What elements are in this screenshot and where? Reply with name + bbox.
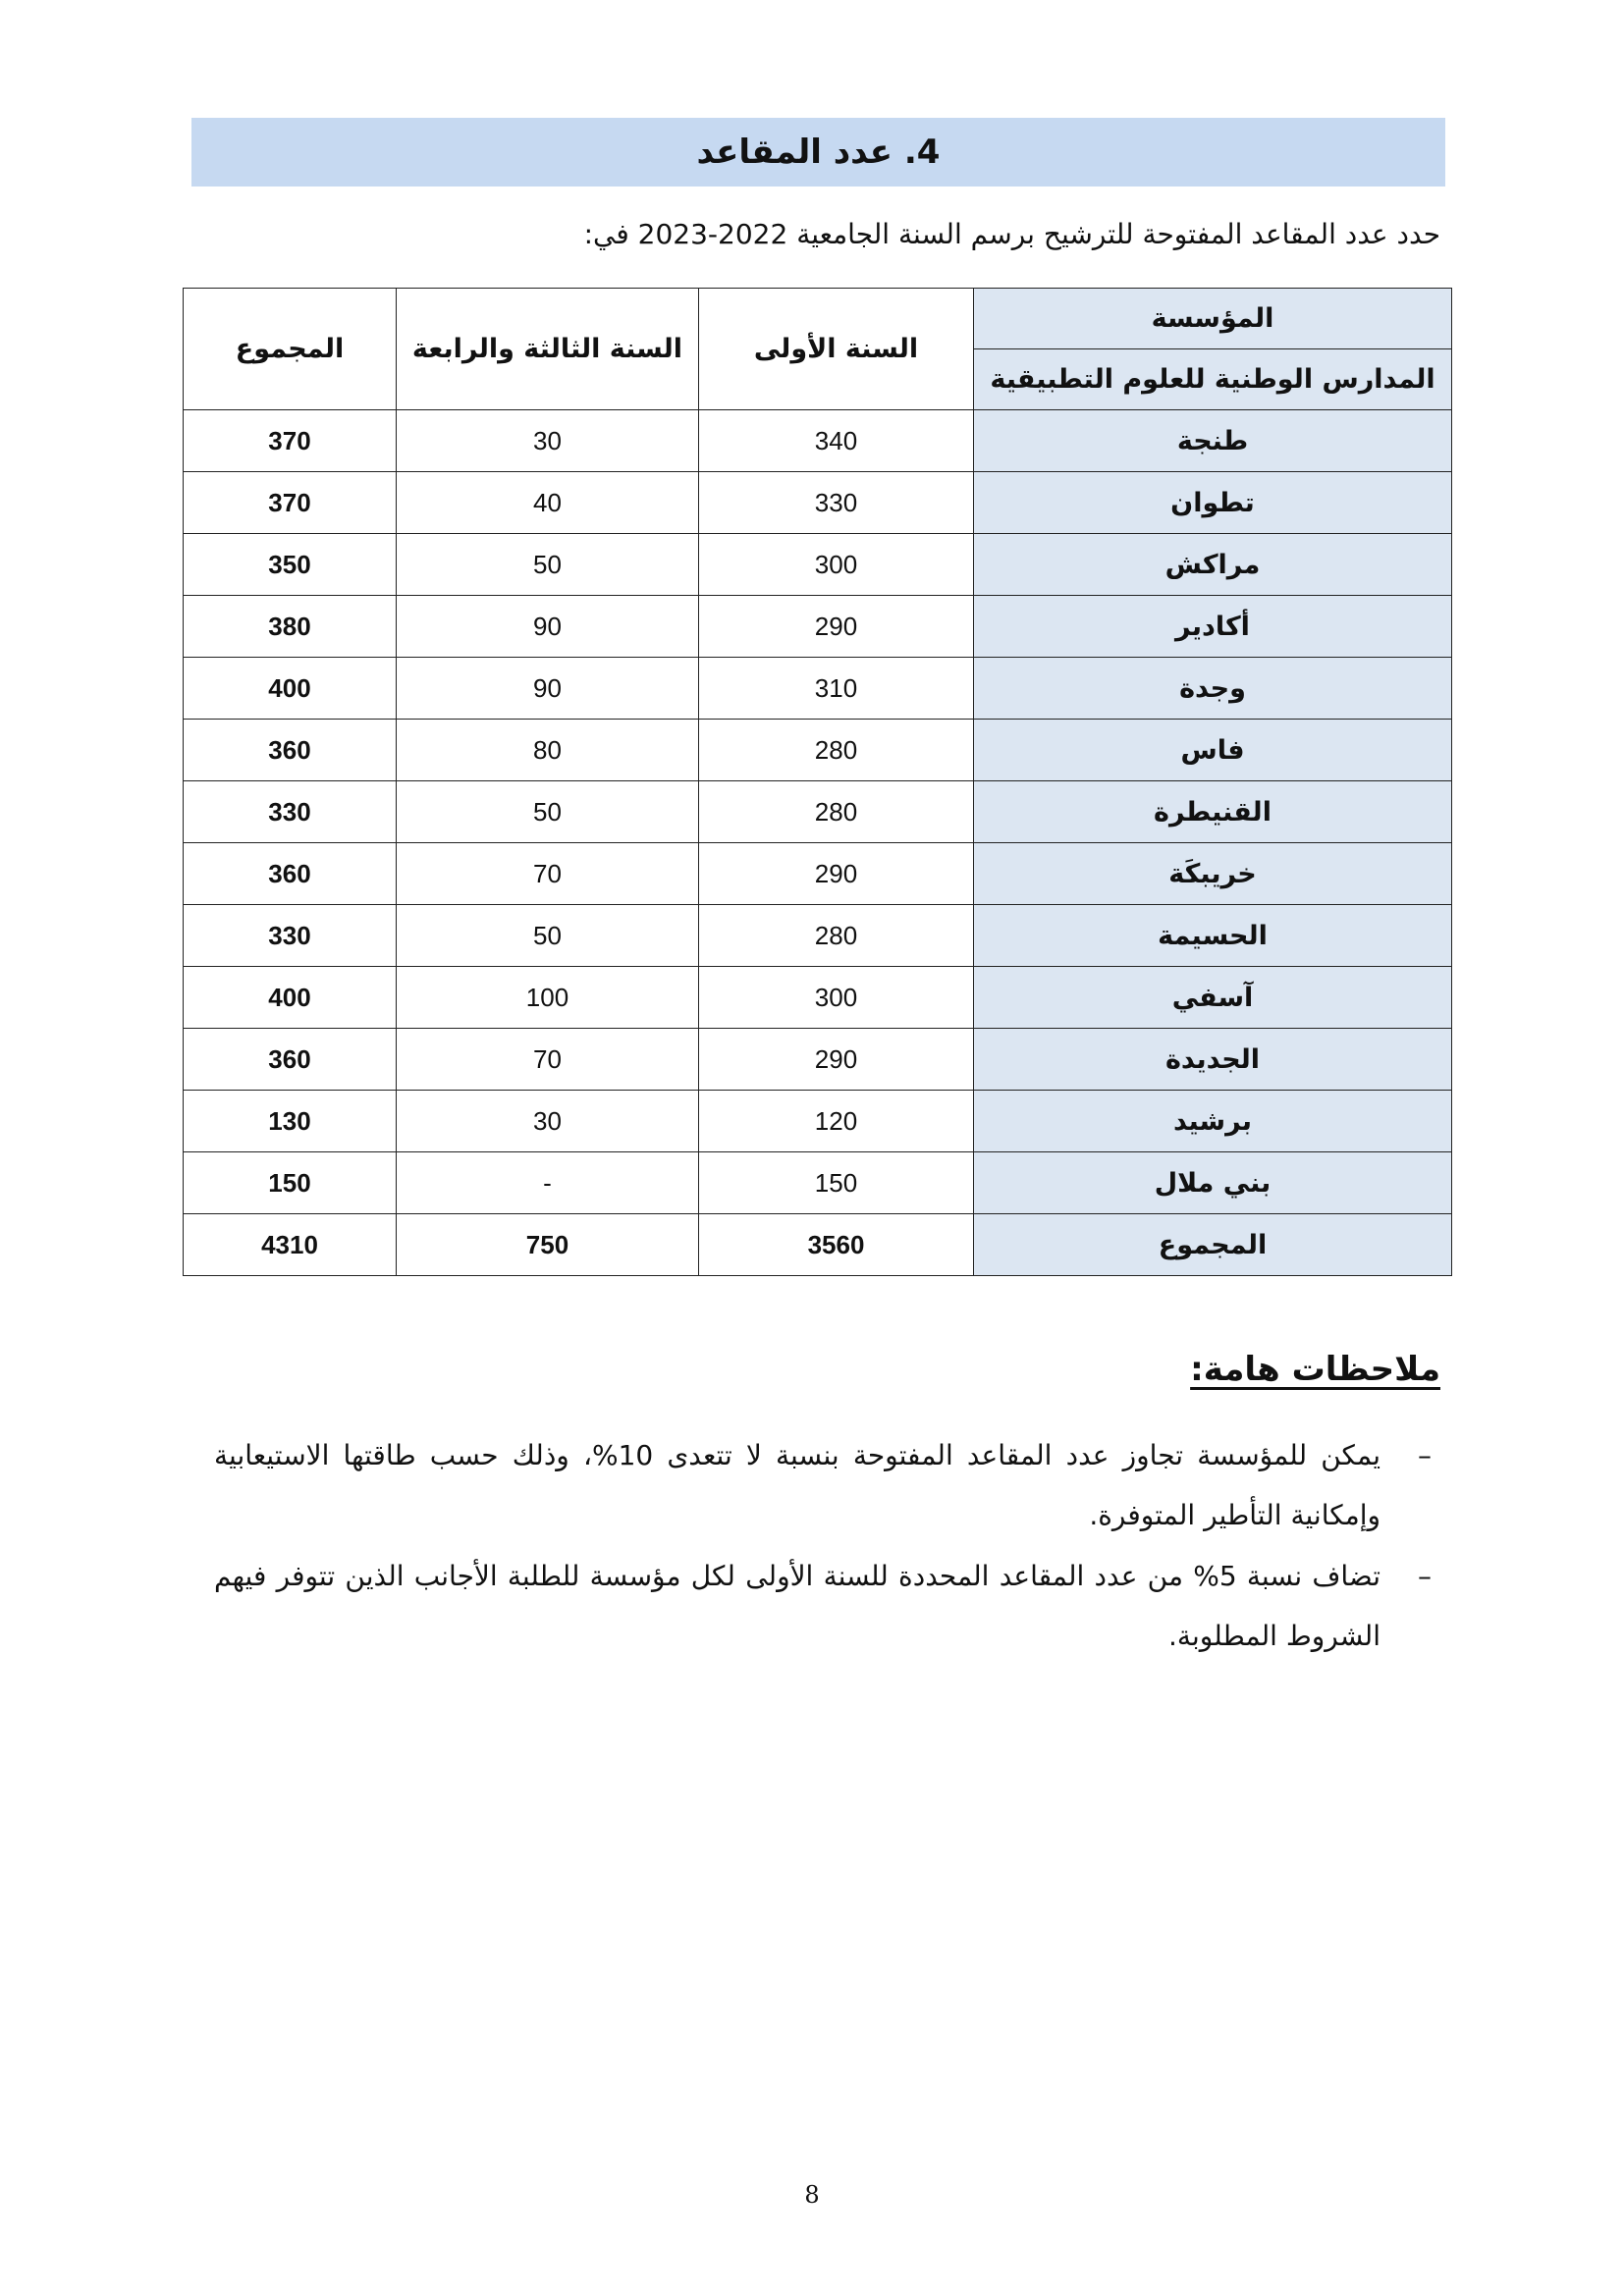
city-cell: مراكش <box>974 534 1452 596</box>
table-row <box>184 658 1452 720</box>
total-cell: 360 <box>184 720 397 781</box>
third-fourth-year-cell: - <box>397 1152 699 1214</box>
table-row <box>184 410 1452 472</box>
first-year-cell: 280 <box>699 720 974 781</box>
third-fourth-year-cell: 30 <box>397 1091 699 1152</box>
city-cell: بني ملال <box>974 1152 1452 1214</box>
section-title: 4. عدد المقاعد <box>696 133 941 172</box>
city-cell: برشيد <box>974 1091 1452 1152</box>
total-cell: 360 <box>184 843 397 905</box>
third-fourth-year-cell: 50 <box>397 905 699 967</box>
total-cell: 370 <box>184 472 397 534</box>
totals-third-fourth-year: 750 <box>397 1214 699 1276</box>
first-year-cell: 280 <box>699 781 974 843</box>
first-year-cell: 310 <box>699 658 974 720</box>
first-year-cell: 340 <box>699 410 974 472</box>
total-cell: 400 <box>184 658 397 720</box>
totals-label: المجموع <box>974 1214 1452 1276</box>
total-cell: 370 <box>184 410 397 472</box>
city-cell: فاس <box>974 720 1452 781</box>
city-cell: وجدة <box>974 658 1452 720</box>
first-year-cell: 290 <box>699 596 974 658</box>
note-dash: – <box>1418 1560 1432 1592</box>
table-row <box>184 1091 1452 1152</box>
third-fourth-year-cell: 40 <box>397 472 699 534</box>
first-year-cell: 280 <box>699 905 974 967</box>
seats-table <box>183 288 1452 1276</box>
notes-title: ملاحظات هامة: <box>1190 1350 1440 1389</box>
table-row <box>184 596 1452 658</box>
first-year-cell: 150 <box>699 1152 974 1214</box>
header-institution: المؤسسة <box>974 289 1452 349</box>
note-text: يمكن للمؤسسة تجاوز عدد المقاعد المفتوحة بنسبة لا تتعدى 10%، وذلك حسب طاقتها الاستيعابية وإمكانية التأطير المتوفرة. <box>214 1439 1381 1531</box>
third-fourth-year-cell: 90 <box>397 596 699 658</box>
city-cell: طنجة <box>974 410 1452 472</box>
table-row <box>184 967 1452 1029</box>
third-fourth-year-cell: 70 <box>397 1029 699 1091</box>
header-total: المجموع <box>184 289 397 410</box>
city-cell: خريبكَة <box>974 843 1452 905</box>
third-fourth-year-cell: 50 <box>397 781 699 843</box>
total-cell: 330 <box>184 905 397 967</box>
third-fourth-year-cell: 70 <box>397 843 699 905</box>
total-cell: 130 <box>184 1091 397 1152</box>
third-fourth-year-cell: 80 <box>397 720 699 781</box>
first-year-cell: 290 <box>699 1029 974 1091</box>
table-row <box>184 1152 1452 1214</box>
first-year-cell: 330 <box>699 472 974 534</box>
table-row <box>184 720 1452 781</box>
table-row <box>184 534 1452 596</box>
total-cell: 350 <box>184 534 397 596</box>
total-cell: 360 <box>184 1029 397 1091</box>
table-row <box>184 1029 1452 1091</box>
totals-row <box>184 1214 1452 1276</box>
note-item <box>214 1546 1449 1666</box>
city-cell: أكادير <box>974 596 1452 658</box>
section-heading <box>191 118 1445 187</box>
third-fourth-year-cell: 100 <box>397 967 699 1029</box>
table-header-row <box>184 289 1452 349</box>
note-item <box>214 1425 1449 1545</box>
city-cell: تطوان <box>974 472 1452 534</box>
third-fourth-year-cell: 30 <box>397 410 699 472</box>
header-institution-sub: المدارس الوطنية للعلوم التطبيقية <box>974 349 1452 410</box>
table-row <box>184 472 1452 534</box>
first-year-cell: 120 <box>699 1091 974 1152</box>
city-cell: القنيطرة <box>974 781 1452 843</box>
total-cell: 400 <box>184 967 397 1029</box>
table-row <box>184 905 1452 967</box>
city-cell: الجديدة <box>974 1029 1452 1091</box>
first-year-cell: 300 <box>699 534 974 596</box>
total-cell: 330 <box>184 781 397 843</box>
totals-first-year: 3560 <box>699 1214 974 1276</box>
total-cell: 380 <box>184 596 397 658</box>
page-number: 8 <box>804 2181 820 2209</box>
intro-paragraph: حدد عدد المقاعد المفتوحة للترشيح برسم السنة الجامعية 2022-2023 في: <box>583 218 1440 250</box>
first-year-cell: 300 <box>699 967 974 1029</box>
third-fourth-year-cell: 90 <box>397 658 699 720</box>
totals-grand-total: 4310 <box>184 1214 397 1276</box>
table-row <box>184 843 1452 905</box>
third-fourth-year-cell: 50 <box>397 534 699 596</box>
notes-list <box>214 1425 1449 1667</box>
first-year-cell: 290 <box>699 843 974 905</box>
city-cell: الحسيمة <box>974 905 1452 967</box>
note-text: تضاف نسبة 5% من عدد المقاعد المحددة للسنة الأولى لكل مؤسسة للطلبة الأجانب الذين تتوفر فيهم الشروط المطلوبة. <box>214 1560 1380 1652</box>
header-third-fourth-year: السنة الثالثة والرابعة <box>397 289 699 410</box>
city-cell: آسفي <box>974 967 1452 1029</box>
total-cell: 150 <box>184 1152 397 1214</box>
header-first-year: السنة الأولى <box>699 289 974 410</box>
note-dash: – <box>1418 1439 1432 1471</box>
table-row <box>184 781 1452 843</box>
